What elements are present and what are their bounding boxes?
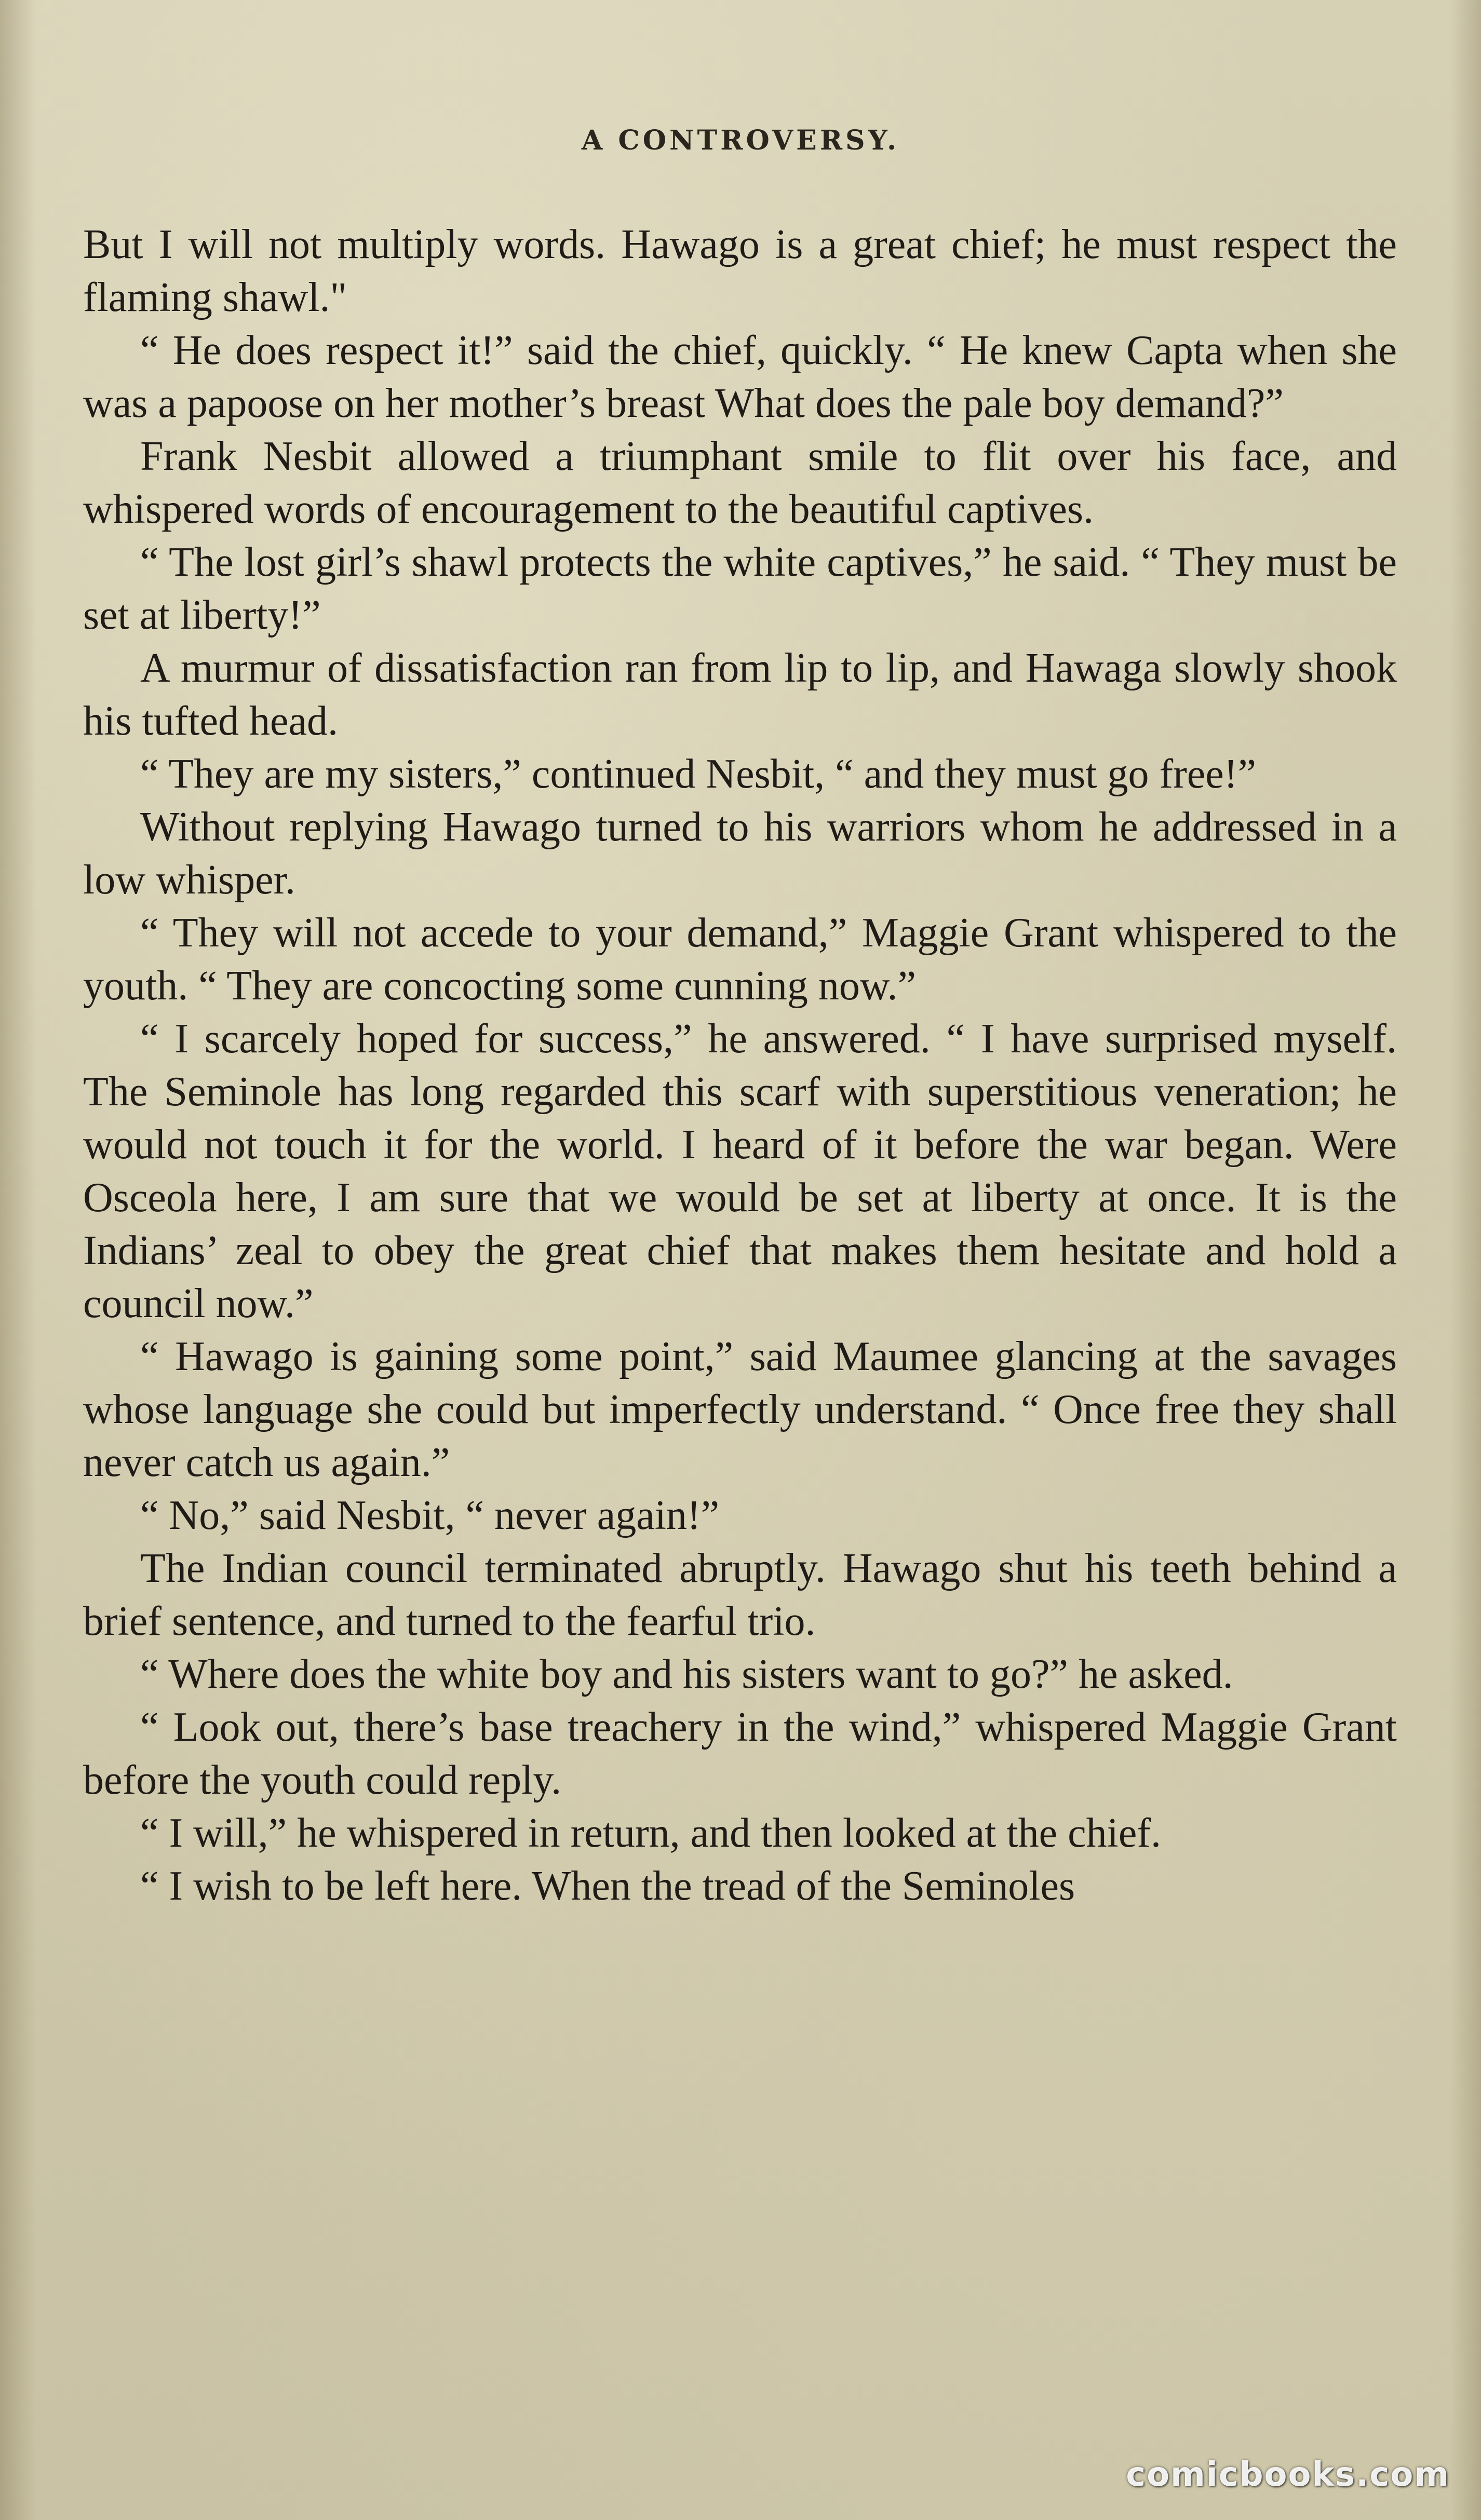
- page-edge-shadow-right: [1450, 0, 1481, 2520]
- paragraph: “ The lost girl’s shawl protects the white captives,” he said. “ They must be set at liberty!”: [83, 539, 1397, 638]
- paragraph: “ Where does the white boy and his sisters want to go?” he asked.: [140, 1651, 1233, 1697]
- paragraph: The Indian council terminated abruptly. Hawago shut his teeth behind a brief sentence, and turned to the fearful trio.: [83, 1546, 1397, 1644]
- paragraph: “ They will not accede to your demand,” Maggie Grant whispered to the youth. “ They are concocting some cunning now.”: [83, 910, 1397, 1009]
- running-head: A CONTROVERSY.: [581, 125, 900, 156]
- watermark: comicbooks.com: [1126, 2456, 1450, 2494]
- paragraph: “ No,” said Nesbit, “ never again!”: [140, 1493, 720, 1538]
- paragraph: But I will not multiply words. Hawago is a great chief; he must respect the flaming shawl.": [83, 222, 1397, 320]
- paragraph: “ I wish to be left here. When the tread of the Seminoles: [140, 1863, 1075, 1909]
- paragraph: “ He does respect it!” said the chief, quickly. “ He knew Capta when she was a papoose on her mother’s breast What does the pale boy demand?”: [83, 328, 1397, 426]
- paragraph: “ I will,” he whispered in return, and then looked at the chief.: [140, 1810, 1161, 1856]
- paragraph: A murmur of dissatisfaction ran from lip to lip, and Hawaga slowly shook his tufted head.: [83, 645, 1397, 744]
- paragraph: “ I scarcely hoped for success,” he answered. “ I have surprised myself. The Seminole has long regarded this scarf with superstitious veneration; he would not touch it for the world. I heard of it before the war began. Were Osceola here, I am sure that we would be set at liberty at once. It is the Indians’ zeal to obey the great chief that makes them hesitate and hold a council now.”: [83, 1016, 1397, 1326]
- paragraph: “ Hawago is gaining some point,” said Maumee glancing at the savages whose language she could but imperfectly understand. “ Once free they shall never catch us again.”: [83, 1334, 1397, 1485]
- paragraph: Without replying Hawago turned to his warriors whom he addressed in a low whisper.: [83, 804, 1397, 903]
- paragraph: “ Look out, there’s base treachery in the wind,” whispered Maggie Grant before the youth could reply.: [83, 1704, 1397, 1803]
- paragraph: “ They are my sisters,” continued Nesbit, “ and they must go free!”: [140, 751, 1256, 797]
- paragraph: Frank Nesbit allowed a triumphant smile to flit over his face, and whispered words of encouragement to the beautiful captives.: [83, 433, 1397, 532]
- page-edge-shadow-left: [0, 0, 36, 2520]
- body-text: [83, 218, 1397, 1913]
